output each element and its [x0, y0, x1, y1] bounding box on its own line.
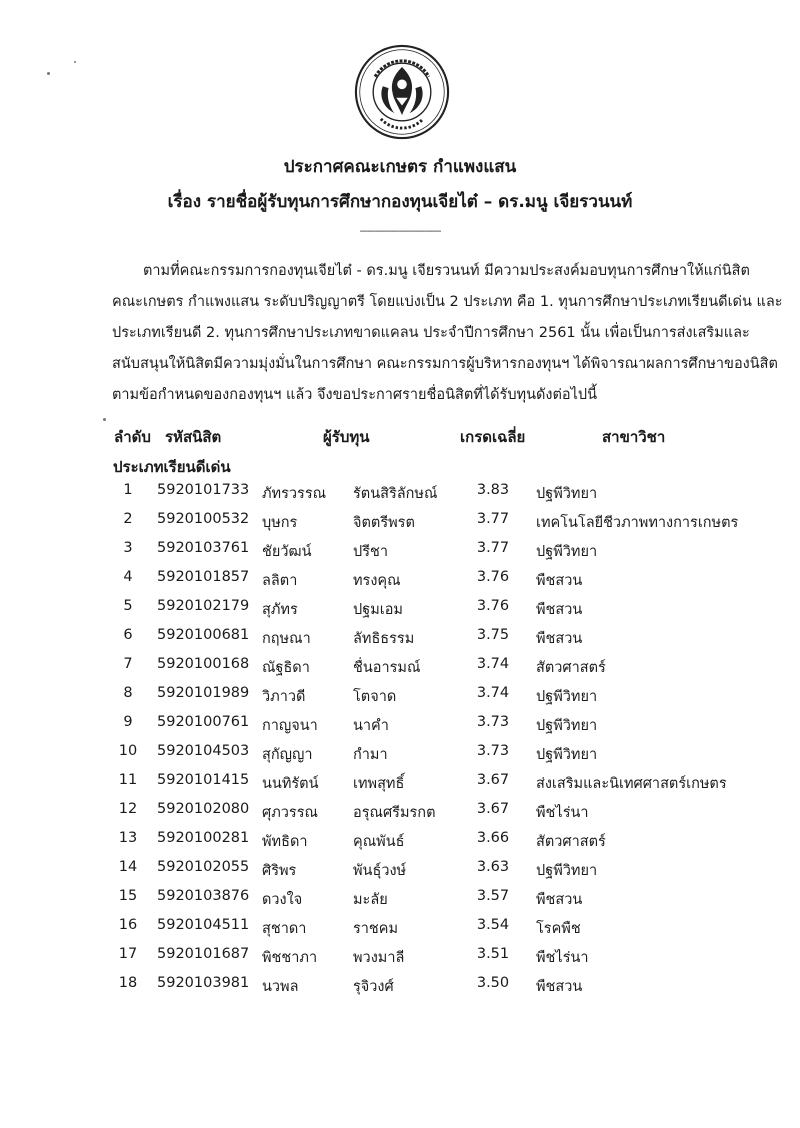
gpa-value: 3.63	[476, 859, 510, 875]
scan-speck	[74, 61, 76, 63]
recipient-first-name: ศิริพร	[262, 863, 297, 879]
recipient-first-name: กฤษณา	[262, 631, 311, 647]
body-paragraph-line: คณะเกษตร กำแพงแสน ระดับปริญญาตรี โดยแบ่งเป็น 2 ประเภท คือ 1. ทุนการศึกษาประเภทเรียนดีเด่น และ	[112, 294, 783, 310]
student-id: 5920104511	[157, 917, 250, 933]
major-name: พืชไร่นา	[536, 950, 589, 966]
student-id: 5920100281	[157, 830, 250, 846]
major-name: เทคโนโลยีชีวภาพทางการเกษตร	[536, 515, 739, 531]
recipient-first-name: สุชาดา	[262, 921, 307, 937]
recipient-last-name: รุจิวงศ์	[353, 979, 394, 995]
table-row	[0, 656, 800, 682]
major-name: ส่งเสริมและนิเทศศาสตร์เกษตร	[536, 776, 727, 792]
table-row	[0, 598, 800, 624]
recipient-first-name: สุกัญญา	[262, 747, 313, 763]
recipient-last-name: รัตนสิริลักษณ์	[353, 486, 438, 502]
recipient-last-name: นาคำ	[353, 718, 389, 734]
recipient-last-name: กำมา	[353, 747, 388, 763]
recipient-first-name: ศุภวรรณ	[262, 805, 318, 821]
major-name: พืชสวน	[536, 573, 583, 589]
recipient-first-name: วิภาวดี	[262, 689, 306, 705]
gpa-value: 3.50	[476, 975, 510, 991]
recipient-first-name: บุษกร	[262, 515, 298, 531]
recipient-last-name: คุณพันธ์	[353, 834, 405, 850]
gpa-value: 3.74	[476, 656, 510, 672]
student-id: 5920103761	[157, 540, 250, 556]
student-id: 5920102080	[157, 801, 250, 817]
student-id: 5920101857	[157, 569, 250, 585]
table-row	[0, 511, 800, 537]
row-number: 14	[118, 859, 138, 875]
major-name: พืชไร่นา	[536, 805, 589, 821]
recipient-first-name: สุภัทร	[262, 602, 298, 618]
recipient-first-name: พิชชาภา	[262, 950, 318, 966]
gpa-value: 3.74	[476, 685, 510, 701]
row-number: 4	[123, 569, 133, 585]
gpa-value: 3.73	[476, 714, 510, 730]
table-row	[0, 685, 800, 711]
gpa-value: 3.67	[476, 772, 510, 788]
student-id: 5920101989	[157, 685, 250, 701]
body-paragraph-line: ตามที่คณะกรรมการกองทุนเจียไต๋ - ดร.มนู เจียรวนนท์ มีความประสงค์มอบทุนการศึกษาให้แก่นิสิต	[143, 263, 750, 279]
recipient-first-name: พัทธิดา	[262, 834, 308, 850]
table-row	[0, 772, 800, 798]
gpa-value: 3.73	[476, 743, 510, 759]
row-number: 10	[118, 743, 138, 759]
column-header-student-id: รหัสนิสิต	[165, 428, 222, 446]
recipient-last-name: เทพสุทธิ์	[353, 776, 405, 792]
gpa-value: 3.75	[476, 627, 510, 643]
row-number: 12	[118, 801, 138, 817]
major-name: ปฐพีวิทยา	[536, 486, 598, 502]
table-row	[0, 569, 800, 595]
row-number: 3	[123, 540, 133, 556]
recipient-first-name: นวพล	[262, 979, 299, 995]
row-number: 18	[118, 975, 138, 991]
row-number: 15	[118, 888, 138, 904]
recipient-first-name: ชัยวัฒน์	[262, 544, 312, 560]
gpa-value: 3.54	[476, 917, 510, 933]
major-name: พืชสวน	[536, 979, 583, 995]
row-number: 16	[118, 917, 138, 933]
column-header-recipient: ผู้รับทุน	[323, 428, 370, 446]
recipient-last-name: ราชคม	[353, 921, 399, 937]
major-name: ปฐพีวิทยา	[536, 689, 598, 705]
student-id: 5920102055	[157, 859, 250, 875]
student-id: 5920100761	[157, 714, 250, 730]
table-row	[0, 482, 800, 508]
major-name: ปฐพีวิทยา	[536, 718, 598, 734]
column-header-gpa: เกรดเฉลี่ย	[460, 428, 526, 446]
row-number: 2	[123, 511, 133, 527]
recipient-first-name: ลลิตา	[262, 573, 298, 589]
row-number: 6	[123, 627, 133, 643]
student-id: 5920103981	[157, 975, 250, 991]
table-row	[0, 888, 800, 914]
announcement-subject: เรื่อง รายชื่อผู้รับทุนการศึกษากองทุนเจียไต๋ – ดร.มนู เจียรวนนท์	[167, 192, 633, 212]
gpa-value: 3.76	[476, 598, 510, 614]
student-id: 5920104503	[157, 743, 250, 759]
recipient-last-name: พันธุ์วงษ์	[353, 863, 407, 879]
recipient-first-name: ดวงใจ	[262, 892, 303, 908]
row-number: 8	[123, 685, 133, 701]
column-header-no: ลำดับ	[114, 428, 151, 446]
body-paragraph-line: ประเภทเรียนดี 2. ทุนการศึกษาประเภทขาดแคลน ประจำปีการศึกษา 2561 นั้น เพื่อเป็นการส่งเสริมและ	[112, 325, 750, 341]
gpa-value: 3.77	[476, 540, 510, 556]
major-name: ปฐพีวิทยา	[536, 544, 598, 560]
gpa-value: 3.57	[476, 888, 510, 904]
major-name: พืชสวน	[536, 631, 583, 647]
recipient-first-name: ภัทรวรรณ	[262, 486, 327, 502]
table-row	[0, 743, 800, 769]
table-row	[0, 946, 800, 972]
student-id: 5920101733	[157, 482, 250, 498]
student-id: 5920100532	[157, 511, 250, 527]
table-row	[0, 859, 800, 885]
column-header-major: สาขาวิชา	[602, 428, 666, 446]
major-name: สัตวศาสตร์	[536, 660, 606, 676]
table-row	[0, 975, 800, 1001]
major-name: โรคพืช	[536, 921, 581, 937]
title-divider: -------------------------------	[359, 226, 441, 237]
recipient-last-name: จิตตรีพรต	[353, 515, 415, 531]
major-name: ปฐพีวิทยา	[536, 747, 598, 763]
recipient-first-name: กาญจนา	[262, 718, 318, 734]
row-number: 17	[118, 946, 138, 962]
announcement-title: ประกาศคณะเกษตร กำแพงแสน	[283, 157, 517, 177]
major-name: สัตวศาสตร์	[536, 834, 606, 850]
table-row	[0, 540, 800, 566]
row-number: 9	[123, 714, 133, 730]
table-row	[0, 917, 800, 943]
major-name: พืชสวน	[536, 602, 583, 618]
gpa-value: 3.83	[476, 482, 510, 498]
student-id: 5920101415	[157, 772, 250, 788]
recipient-last-name: อรุณศรีมรกต	[353, 805, 436, 821]
gpa-value: 3.66	[476, 830, 510, 846]
category-label: ประเภทเรียนดีเด่น	[113, 458, 231, 476]
student-id: 5920100681	[157, 627, 250, 643]
row-number: 7	[123, 656, 133, 672]
row-number: 13	[118, 830, 138, 846]
major-name: พืชสวน	[536, 892, 583, 908]
gpa-value: 3.76	[476, 569, 510, 585]
table-row	[0, 830, 800, 856]
university-seal-logo	[354, 44, 450, 140]
recipient-last-name: ลัทธิธรรม	[353, 631, 415, 647]
scan-speck	[103, 418, 106, 421]
gpa-value: 3.51	[476, 946, 510, 962]
recipient-last-name: โตจาด	[353, 689, 397, 705]
row-number: 1	[123, 482, 133, 498]
table-row	[0, 627, 800, 653]
student-id: 5920100168	[157, 656, 250, 672]
recipient-last-name: มะลัย	[353, 892, 388, 908]
student-id: 5920102179	[157, 598, 250, 614]
body-paragraph-line: ตามข้อกำหนดของกองทุนฯ แล้ว จึงขอประกาศรายชื่อนิสิตที่ได้รับทุนดังต่อไปนี้	[112, 387, 598, 403]
scan-speck	[47, 72, 50, 75]
gpa-value: 3.67	[476, 801, 510, 817]
table-row	[0, 801, 800, 827]
recipient-first-name: นนทิรัตน์	[262, 776, 319, 792]
student-id: 5920101687	[157, 946, 250, 962]
recipient-last-name: ปรีชา	[353, 544, 388, 560]
row-number: 11	[118, 772, 138, 788]
major-name: ปฐพีวิทยา	[536, 863, 598, 879]
row-number: 5	[123, 598, 133, 614]
recipient-last-name: ปฐมเอม	[353, 602, 403, 618]
student-id: 5920103876	[157, 888, 250, 904]
body-paragraph-line: สนับสนุนให้นิสิตมีความมุ่งมั่นในการศึกษา คณะกรรมการผู้บริหารกองทุนฯ ได้พิจารณาผลการศึกษาของนิสิต	[112, 356, 778, 372]
recipient-last-name: ทรงคุณ	[353, 573, 401, 589]
table-row	[0, 714, 800, 740]
recipient-last-name: พวงมาลี	[353, 950, 405, 966]
recipient-first-name: ณัฐธิดา	[262, 660, 310, 676]
recipient-last-name: ชื่นอารมณ์	[353, 660, 421, 676]
gpa-value: 3.77	[476, 511, 510, 527]
